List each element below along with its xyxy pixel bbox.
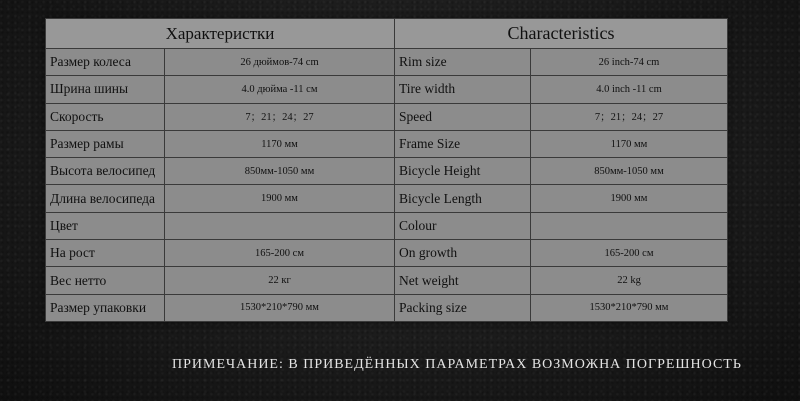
table-row — [46, 240, 728, 267]
ru-value: 165-200 см — [165, 240, 395, 267]
en-value: 165-200 см — [531, 240, 728, 267]
table-row — [46, 185, 728, 212]
header-english: Characteristics — [395, 19, 728, 49]
ru-label: Размер колеса — [46, 49, 165, 76]
ru-label: На рост — [46, 240, 165, 267]
ru-label: Длина велосипеда — [46, 185, 165, 212]
ru-label: Высота велосипед — [46, 158, 165, 185]
table-row — [46, 103, 728, 130]
ru-label: Размер упаковки — [46, 294, 165, 321]
table-row — [46, 267, 728, 294]
en-label: Frame Size — [395, 130, 531, 157]
spec-table — [45, 18, 728, 322]
header-russian: Характеристки — [46, 19, 395, 49]
en-value: 26 inch-74 cm — [531, 49, 728, 76]
en-label: Rim size — [395, 49, 531, 76]
en-value: 1530*210*790 мм — [531, 294, 728, 321]
ru-label: Цвет — [46, 212, 165, 239]
header-row — [46, 19, 728, 49]
en-label: Colour — [395, 212, 531, 239]
disclaimer-note: ПРИМЕЧАНИЕ: В ПРИВЕДЁННЫХ ПАРАМЕТРАХ ВОЗМОЖНА ПОГРЕШНОСТЬ — [172, 357, 742, 372]
table-row — [46, 158, 728, 185]
ru-value: 850мм-1050 мм — [165, 158, 395, 185]
ru-value: 1900 мм — [165, 185, 395, 212]
ru-label: Вес нетто — [46, 267, 165, 294]
en-label: Bicycle Height — [395, 158, 531, 185]
spec-table-panel — [45, 18, 727, 322]
en-value: 4.0 inch -11 cm — [531, 76, 728, 103]
ru-value: 4.0 дюйма -11 см — [165, 76, 395, 103]
ru-value: 1170 мм — [165, 130, 395, 157]
ru-label: Шрина шины — [46, 76, 165, 103]
ru-value: 26 дюймов-74 cm — [165, 49, 395, 76]
en-label: Tire width — [395, 76, 531, 103]
ru-value — [165, 212, 395, 239]
table-row — [46, 130, 728, 157]
ru-value: 1530*210*790 мм — [165, 294, 395, 321]
table-row — [46, 76, 728, 103]
en-label: Net weight — [395, 267, 531, 294]
en-value: 22 kg — [531, 267, 728, 294]
en-value: 7；21；24；27 — [531, 103, 728, 130]
en-value — [531, 212, 728, 239]
en-value: 1900 мм — [531, 185, 728, 212]
en-label: On growth — [395, 240, 531, 267]
en-label: Speed — [395, 103, 531, 130]
ru-label: Скорость — [46, 103, 165, 130]
en-value: 850мм-1050 мм — [531, 158, 728, 185]
ru-value: 7；21；24；27 — [165, 103, 395, 130]
ru-label: Размер рамы — [46, 130, 165, 157]
en-label: Bicycle Length — [395, 185, 531, 212]
ru-value: 22 кг — [165, 267, 395, 294]
en-label: Packing size — [395, 294, 531, 321]
table-row — [46, 294, 728, 321]
en-value: 1170 мм — [531, 130, 728, 157]
table-row — [46, 212, 728, 239]
table-row — [46, 49, 728, 76]
